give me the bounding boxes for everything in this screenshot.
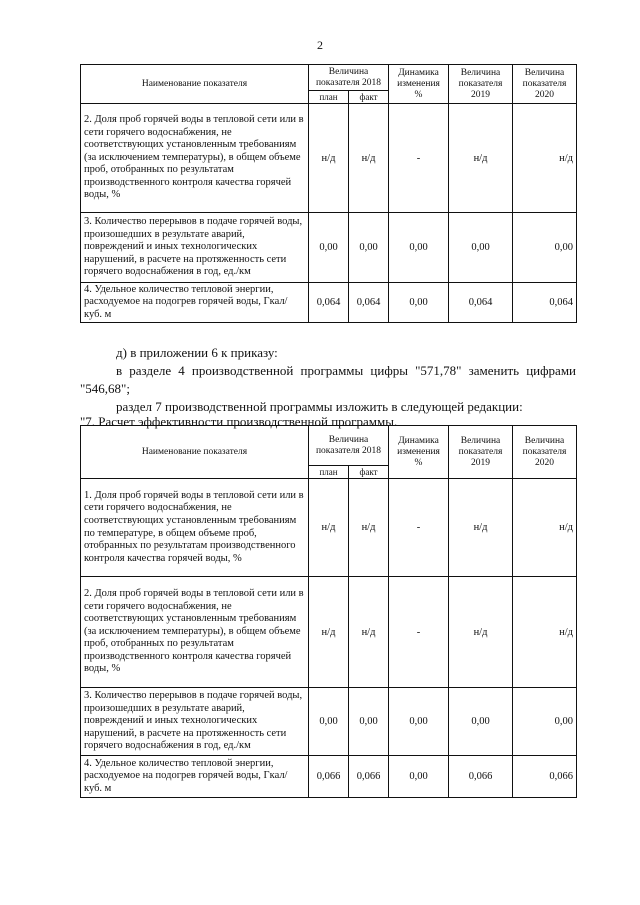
plan-value: н/д <box>309 479 349 577</box>
value-2020: н/д <box>513 104 577 213</box>
dynamics-value: - <box>389 104 449 213</box>
indicator-name: 4. Удельное количество тепловой энергии, расходуемое на подогрев горячей воды, Гкал/куб. м <box>81 756 309 798</box>
plan-value: 0,00 <box>309 688 349 756</box>
header-plan: план <box>309 466 349 479</box>
indicator-name: 2. Доля проб горячей воды в тепловой сети или в сети горячего водоснабжения, не соответствующих установленным требованиям (за исключением температуры), в общем объеме проб, отобранных по результатам производственного контроля качества горячей воды, % <box>81 577 309 688</box>
header-indicator-name: Наименование показателя <box>81 65 309 104</box>
amendment-section-7: раздел 7 производственной программы изложить в следующей редакции: <box>116 399 523 414</box>
fact-value: 0,00 <box>349 213 389 283</box>
value-2019: н/д <box>449 577 513 688</box>
header-value-2019: Величина показателя 2019 <box>449 426 513 479</box>
header-value-2020: Величина показателя 2020 <box>513 65 577 104</box>
table-row <box>81 688 577 756</box>
value-2019: 0,00 <box>449 688 513 756</box>
header-value-2020: Величина показателя 2020 <box>513 426 577 479</box>
section-7-heading: "7. Расчет эффективности производственной программы. <box>80 414 398 429</box>
indicators-table-2 <box>80 425 577 798</box>
plan-value: 0,066 <box>309 756 349 798</box>
header-dynamics: Динамика изменения % <box>389 426 449 479</box>
value-2020: 0,00 <box>513 213 577 283</box>
page-number: 2 <box>317 38 323 52</box>
value-2019: 0,066 <box>449 756 513 798</box>
dynamics-value: 0,00 <box>389 283 449 323</box>
plan-value: 0,064 <box>309 283 349 323</box>
header-value-2019: Величина показателя 2019 <box>449 65 513 104</box>
value-2020: 0,064 <box>513 283 577 323</box>
table-row <box>81 756 577 798</box>
indicator-name: 2. Доля проб горячей воды в тепловой сети или в сети горячего водоснабжения, не соответствующих установленным требованиям (за исключением температуры), в общем объеме проб, отобранных по результатам производственного контроля качества горячей воды, % <box>81 104 309 213</box>
indicator-name: 1. Доля проб горячей воды в тепловой сети или в сети горячего водоснабжения, не соответствующих установленным требованиям по температуре, в общем объеме проб, отобранных по результатам производственного контроля качества горячей воды, % <box>81 479 309 577</box>
table-row <box>81 104 577 213</box>
fact-value: 0,066 <box>349 756 389 798</box>
plan-value: н/д <box>309 577 349 688</box>
header-dynamics: Динамика изменения % <box>389 65 449 104</box>
value-2020: н/д <box>513 479 577 577</box>
header-value-2018: Величина показателя 2018 <box>309 65 389 91</box>
dynamics-value: 0,00 <box>389 756 449 798</box>
value-2019: 0,00 <box>449 213 513 283</box>
header-fact: факт <box>349 91 389 104</box>
table-row <box>81 577 577 688</box>
indicator-name: 3. Количество перерывов в подаче горячей воды, произошедших в результате аварий, повреждений и иных технологических нарушений, в расчете на протяженность сети горячего водоснабжения в год, ед./км <box>81 213 309 283</box>
value-2019: н/д <box>449 479 513 577</box>
header-fact: факт <box>349 466 389 479</box>
amendment-section-4: в разделе 4 производственной программы цифры "571,78" заменить цифрами <box>116 363 576 378</box>
table-row <box>81 213 577 283</box>
value-2020: 0,066 <box>513 756 577 798</box>
value-2020: н/д <box>513 577 577 688</box>
fact-value: н/д <box>349 479 389 577</box>
indicators-table-1 <box>80 64 577 323</box>
indicator-name: 4. Удельное количество тепловой энергии, расходуемое на подогрев горячей воды, Гкал/куб. м <box>81 283 309 323</box>
dynamics-value: 0,00 <box>389 688 449 756</box>
indicator-name: 3. Количество перерывов в подаче горячей воды, произошедших в результате аварий, повреждений и иных технологических нарушений, в расчете на протяженность сети горячего водоснабжения в год, ед./км <box>81 688 309 756</box>
plan-value: н/д <box>309 104 349 213</box>
table-row <box>81 479 577 577</box>
value-2019: 0,064 <box>449 283 513 323</box>
amendment-item-d: д) в приложении 6 к приказу: <box>116 345 278 360</box>
value-2019: н/д <box>449 104 513 213</box>
header-value-2018: Величина показателя 2018 <box>309 426 389 466</box>
header-plan: план <box>309 91 349 104</box>
fact-value: 0,064 <box>349 283 389 323</box>
table-row <box>81 283 577 323</box>
plan-value: 0,00 <box>309 213 349 283</box>
fact-value: н/д <box>349 577 389 688</box>
fact-value: н/д <box>349 104 389 213</box>
dynamics-value: - <box>389 479 449 577</box>
dynamics-value: 0,00 <box>389 213 449 283</box>
dynamics-value: - <box>389 577 449 688</box>
header-indicator-name: Наименование показателя <box>81 426 309 479</box>
amendment-section-4-cont: "546,68"; <box>80 381 130 396</box>
fact-value: 0,00 <box>349 688 389 756</box>
value-2020: 0,00 <box>513 688 577 756</box>
